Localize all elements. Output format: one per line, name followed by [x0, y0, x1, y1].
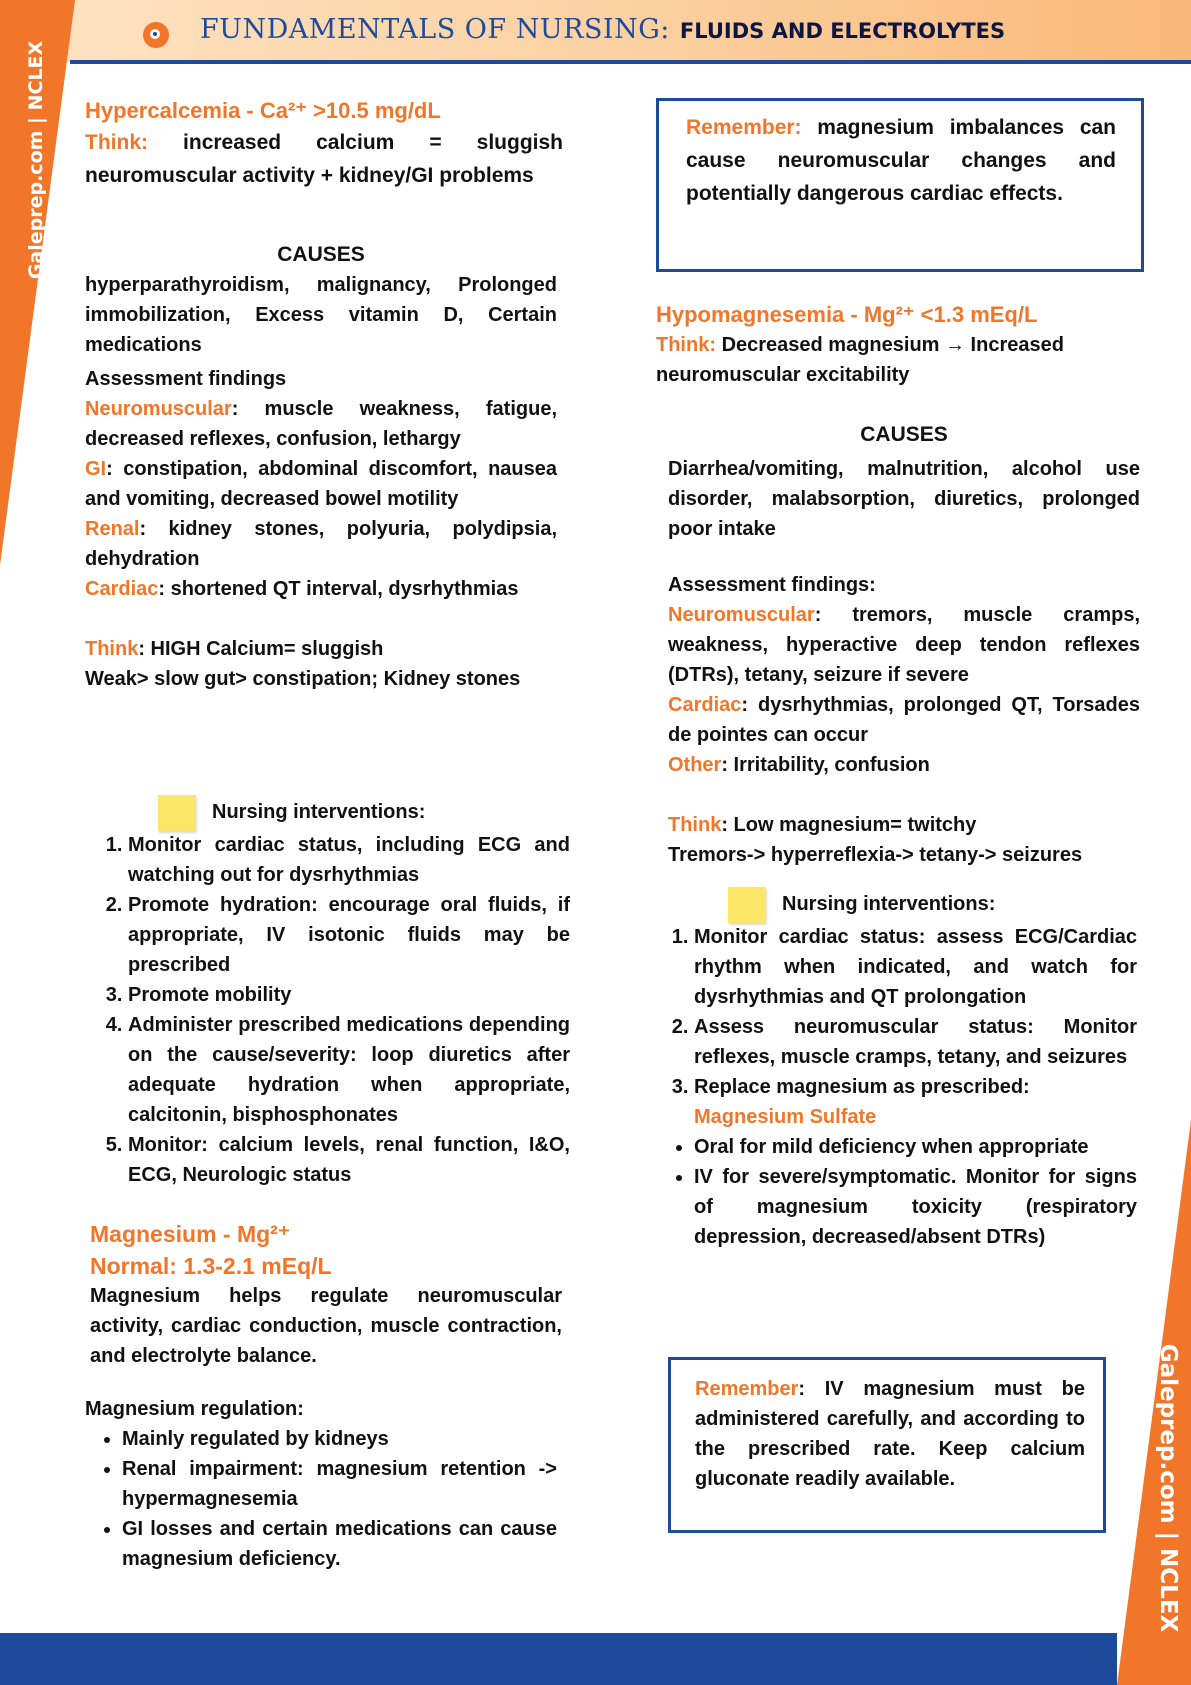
- magnesium-heading: Magnesium - Mg²⁺: [90, 1221, 290, 1247]
- finding-gi: [85, 454, 557, 514]
- hypomagnesemia-interventions: [668, 882, 1137, 1252]
- intervention-item: 3. Promote mobility: [128, 980, 570, 1010]
- finding-cardiac: [668, 690, 1140, 750]
- think-label: Think: [668, 814, 722, 836]
- think-summary: [85, 634, 557, 664]
- finding-label: Renal: [85, 518, 140, 540]
- bird-logo-icon: [143, 22, 169, 48]
- interventions-list: [668, 922, 1137, 1132]
- finding-cardiac: [85, 574, 557, 604]
- remember-text-2: [695, 1374, 1085, 1494]
- remember-box-1: [656, 98, 1144, 272]
- hypercalcemia-think: [85, 126, 563, 192]
- causes-text: Diarrhea/vomiting, malnutrition, alcohol use disorder, malabsorption, diuretics, prolonged poor intake: [668, 458, 1140, 540]
- interventions-list: [100, 830, 570, 1190]
- causes-text: hyperparathyroidism, malignancy, Prolonged immobilization, Excess vitamin D, Certain medications: [85, 274, 557, 356]
- finding-label: Neuromuscular: [85, 398, 232, 420]
- think-text: increased calcium = sluggish neuromuscular activity + kidney/GI problems: [85, 131, 563, 187]
- intervention-item: 5. Monitor: calcium levels, renal function, I&O, ECG, Neurologic status: [128, 1130, 570, 1190]
- right-brand-text: Galeprep.com | NCLEX: [1155, 1343, 1181, 1633]
- remember-body: magnesium imbalances can cause neuromuscular changes and potentially dangerous cardiac effects.: [686, 116, 1116, 205]
- think-summary-line1: : Low magnesium= twitchy: [721, 814, 977, 836]
- magnesium-normal: Normal: 1.3-2.1 mEq/L: [90, 1253, 332, 1279]
- remember-body: : IV magnesium must be administered carefully, and according to the prescribed rate. Keep calcium gluconate readily available.: [695, 1378, 1085, 1490]
- hypercalcemia-details: [85, 240, 557, 694]
- regulation-item: • GI losses and certain medications can cause magnesium deficiency.: [122, 1514, 557, 1574]
- hypercalcemia-heading: Hypercalcemia - Ca²⁺ >10.5 mg/dL: [85, 98, 441, 123]
- finding-label: Cardiac: [668, 694, 742, 716]
- think-summary-line1: : HIGH Calcium= sluggish: [138, 638, 384, 660]
- intervention-text: Replace magnesium as prescribed:: [694, 1076, 1030, 1098]
- remember-label: Remember:: [686, 116, 802, 139]
- regulation-item: • Renal impairment: magnesium retention -> hypermagnesemia: [122, 1454, 557, 1514]
- intervention-item: 2. Assess neuromuscular status: Monitor reflexes, muscle cramps, tetany, and seizures: [694, 1012, 1137, 1072]
- page-title: [200, 14, 1005, 45]
- route-list: [668, 1132, 1137, 1252]
- think-summary-line2: Tremors-> hyperreflexia-> tetany-> seizures: [668, 844, 1083, 866]
- intervention-item: [694, 1072, 1137, 1132]
- magnesium-section: [90, 1218, 562, 1371]
- finding-text: : tremors, muscle cramps, weakness, hyperactive deep tendon reflexes (DTRs), tetany, seizure if severe: [668, 604, 1140, 686]
- finding-text: : dysrhythmias, prolonged QT, Torsades de pointes can occur: [668, 694, 1140, 746]
- hypomagnesemia-intro: [656, 300, 1106, 390]
- regulation-list: [85, 1424, 557, 1574]
- interventions-heading: [100, 790, 570, 834]
- regulation-heading: Magnesium regulation:: [85, 1398, 304, 1420]
- think-summary: [668, 810, 1140, 840]
- finding-text: : constipation, abdominal discomfort, nausea and vomiting, decreased bowel motility: [85, 458, 557, 510]
- magnesium-regulation: [85, 1394, 557, 1574]
- finding-label: GI: [85, 458, 107, 480]
- think-label: Think:: [85, 131, 148, 154]
- sticky-note-icon: [158, 795, 196, 831]
- think-label: Think: [85, 638, 139, 660]
- finding-other: [668, 750, 1140, 780]
- hypercalcemia-interventions: [100, 790, 570, 1190]
- finding-label: Neuromuscular: [668, 604, 815, 626]
- magnesium-description: Magnesium helps regulate neuromuscular activity, cardiac conduction, muscle contraction, and electrolyte balance.: [90, 1285, 562, 1367]
- finding-renal: [85, 514, 557, 574]
- finding-text: : Irritability, confusion: [721, 754, 930, 776]
- finding-text: : kidney stones, polyuria, polydipsia, dehydration: [85, 518, 557, 570]
- finding-neuromuscular: [668, 600, 1140, 690]
- hypercalcemia-intro: [85, 96, 563, 192]
- intervention-item: 4. Administer prescribed medications depending on the cause/severity: loop diuretics after adequate hydration when appropriate, calcitonin, bisphosphonates: [128, 1010, 570, 1130]
- assessment-heading: Assessment findings: [85, 368, 287, 390]
- regulation-item: • Mainly regulated by kidneys: [122, 1424, 557, 1454]
- title-subtitle: FLUIDS AND ELECTROLYTES: [679, 19, 1006, 43]
- think-text: Decreased magnesium → Increased neuromuscular excitability: [656, 334, 1064, 386]
- drug-name: Magnesium Sulfate: [694, 1106, 877, 1128]
- left-brand-text: Galeprep.com | NCLEX: [25, 40, 47, 280]
- intervention-item: 1. Monitor cardiac status: assess ECG/Cardiac rhythm when indicated, and watch for dysrhythmias and QT prolongation: [694, 922, 1137, 1012]
- finding-text: : muscle weakness, fatigue, decreased reflexes, confusion, lethargy: [85, 398, 557, 450]
- route-item: • Oral for mild deficiency when appropriate: [694, 1132, 1137, 1162]
- header-divider: [70, 60, 1191, 64]
- intervention-item: 2. Promote hydration: encourage oral fluids, if appropriate, IV isotonic fluids may be prescribed: [128, 890, 570, 980]
- remember-label: Remember: [695, 1378, 799, 1400]
- causes-heading: CAUSES: [277, 243, 365, 266]
- hypomagnesemia-heading: Hypomagnesemia - Mg²⁺ <1.3 mEq/L: [656, 302, 1038, 327]
- title-main: FUNDAMENTALS OF NURSING:: [200, 14, 670, 45]
- intervention-item: 1. Monitor cardiac status, including ECG and watching out for dysrhythmias: [128, 830, 570, 890]
- interventions-heading-text: Nursing interventions:: [782, 893, 996, 915]
- think-label: Think:: [656, 334, 716, 356]
- interventions-heading: [668, 882, 1137, 926]
- finding-neuromuscular: [85, 394, 557, 454]
- finding-label: Other: [668, 754, 722, 776]
- interventions-heading-text: Nursing interventions:: [212, 801, 426, 823]
- sticky-note-icon: [728, 887, 766, 923]
- think-summary-line2: Weak> slow gut> constipation; Kidney stones: [85, 668, 521, 690]
- remember-text-1: [686, 111, 1116, 210]
- hypomagnesemia-details: [668, 420, 1140, 870]
- causes-heading: CAUSES: [860, 423, 948, 446]
- footer-bar: [0, 1633, 1117, 1685]
- assessment-heading: Assessment findings:: [668, 574, 876, 596]
- remember-box-2: [668, 1357, 1106, 1533]
- hypomagnesemia-think: [656, 330, 1106, 390]
- finding-text: : shortened QT interval, dysrhythmias: [158, 578, 519, 600]
- finding-label: Cardiac: [85, 578, 159, 600]
- route-item: • IV for severe/symptomatic. Monitor for signs of magnesium toxicity (respiratory depression, decreased/absent DTRs): [694, 1162, 1137, 1252]
